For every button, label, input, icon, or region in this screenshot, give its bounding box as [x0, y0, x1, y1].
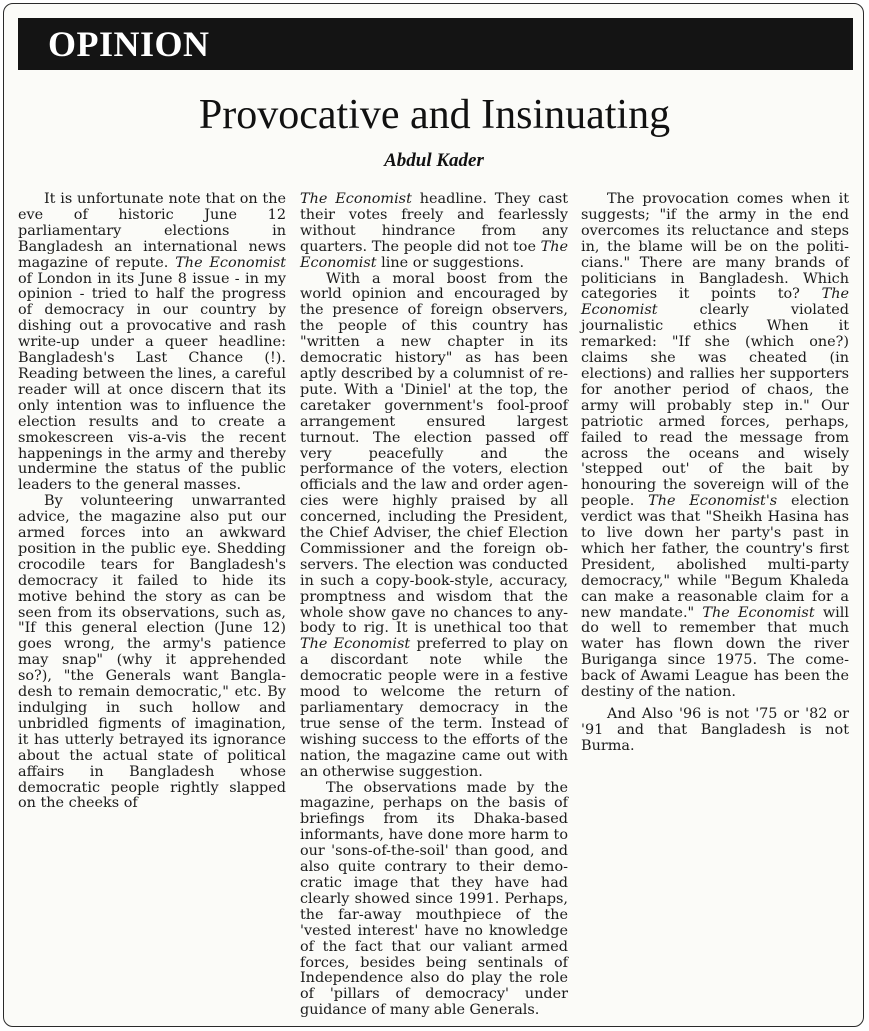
- publication-name: The Economist: [300, 238, 568, 271]
- publication-name: The Economist: [581, 286, 849, 319]
- section-label: OPINION: [48, 24, 210, 64]
- paragraph-2: By volunteering unwarranted advice, the magazine also put our armed forces into an awkward position in the public eye. Shedding crocodile tears for Bangladesh's democracy it failed to hide its motive behind the story as can be seen from its observations, such as, "If this general election (June 12) goes wrong, the army's patience may snap" (why it apprehended so?), "the Generals want Bangladesh to remain democratic," etc. By indulging in such hollow and unbridled figments of imagination, it has utterly betrayed its ignorance about the actual state of political affairs in Bangladesh whose democratic people rightly slapped on the cheeks of: [18, 493, 286, 812]
- publication-name: The Economist: [175, 254, 286, 271]
- paragraph-1: It is unfortunate note that on the eve of historic June 12 parliamentary elections in Bangladesh an international news magazine of repute. The Economist of London in its June 8 issue - in my opinion - tried to half the progress of democracy in our country by dishing out a provocative and rash write-up under a queer headline: Bangladesh's Last Chance (!). Reading between the lines, a careful reader will at once discern that its only intention was to influence the election results and to create a smokescreen vis-a-vis the recent happenings in the army and thereby undermine the status of the public leaders to the general masses.: [18, 191, 286, 494]
- paragraph-4: The observations made by the magazine, perhaps on the basis of briefings from its Dhaka-based informants, have done more harm to our 'sons-of-the-soil' than good, and also quite contrary to their democratic image that they have had clearly showed since 1991. Perhaps, the far-away mouthpiece of the 'vested interest' have no knowledge of the fact that our valiant armed forces, besides being sentinals of Independence also do play the role of 'pillars of democracy' under guidance of many able Generals.: [300, 779, 568, 1019]
- article-column-2: [300, 192, 568, 1019]
- publication-name: The Economist: [300, 636, 411, 653]
- article-column-1: [18, 192, 286, 812]
- publication-name: The Economist: [702, 604, 815, 621]
- article-headline: Provocative and Insinuating: [198, 92, 671, 138]
- article-byline: Abdul Kader: [384, 150, 484, 171]
- paragraph-6: And Also '96 is not '75 or '82 or '91 and that Bangladesh is not Burma.: [581, 706, 849, 754]
- paragraph-2-continued: The Economist headline. They cast their votes freely and fearlessly without hindrance from any quarters. The people did not toe The Economist line or suggestions.: [300, 191, 568, 271]
- paragraph-5: The provocation comes when it suggests; "if the army in the end overcomes its reluctance and steps in, the blame will be on the politicians." There are many brands of politicians in Bangladesh. Which categories it points to? The Economist clearly violated journalistic ethics When it remarked: "If she (which one?) claims she was cheated (in elections) and rallies her supporters for another period of chaos, the army will probably step in." Our patriotic armed forces, perhaps, failed to read the message from across the oceans and wisely 'stepped out' of the bait by honouring the sovereign will of the people. The Economist's election verdict was that "Sheikh Hasina has to live down her party's past in which her father, the country's first President, abolished multi-party democracy," while "Begum Khaleda can make a reasonable claim for a new mandate." The Economist will do well to remember that much water has flown down the river Buriganga since 1975. The comeback of Awami League has been the destiny of the nation.: [581, 191, 849, 701]
- publication-name: The Economist: [300, 191, 412, 207]
- newspaper-clipping: [3, 3, 864, 1027]
- paragraph-3: With a moral boost from the world opinion and encouraged by the presence of foreign observers, the people of this country has "written a new chapter in its democratic history" as has been aptly described by a columnist of repute. With a 'Diniel' at the top, the caretaker government's fool-proof arrangement ensured largest turnout. The election passed off very peacefully and the performance of the voters, election officials and the law and order agencies were highly praised by all concerned, including the President, the Chief Adviser, the chief Election Commissioner and the foreign observers. The election was conducted in such a copy-book-style, accuracy, promptness and wisdom that the whole show gave no chances to anybody to rig. It is unethical too that The Economist preferred to play on a discordant note while the democratic people were in a festive mood to welcome the return of parliamentary democracy in the true sense of the term. Instead of wishing success to the efforts of the nation, the magazine came out with an otherwise suggestion.: [300, 270, 568, 780]
- article-column-3: [581, 192, 849, 755]
- section-banner: [18, 18, 853, 70]
- publication-name: The Economist's: [648, 493, 778, 510]
